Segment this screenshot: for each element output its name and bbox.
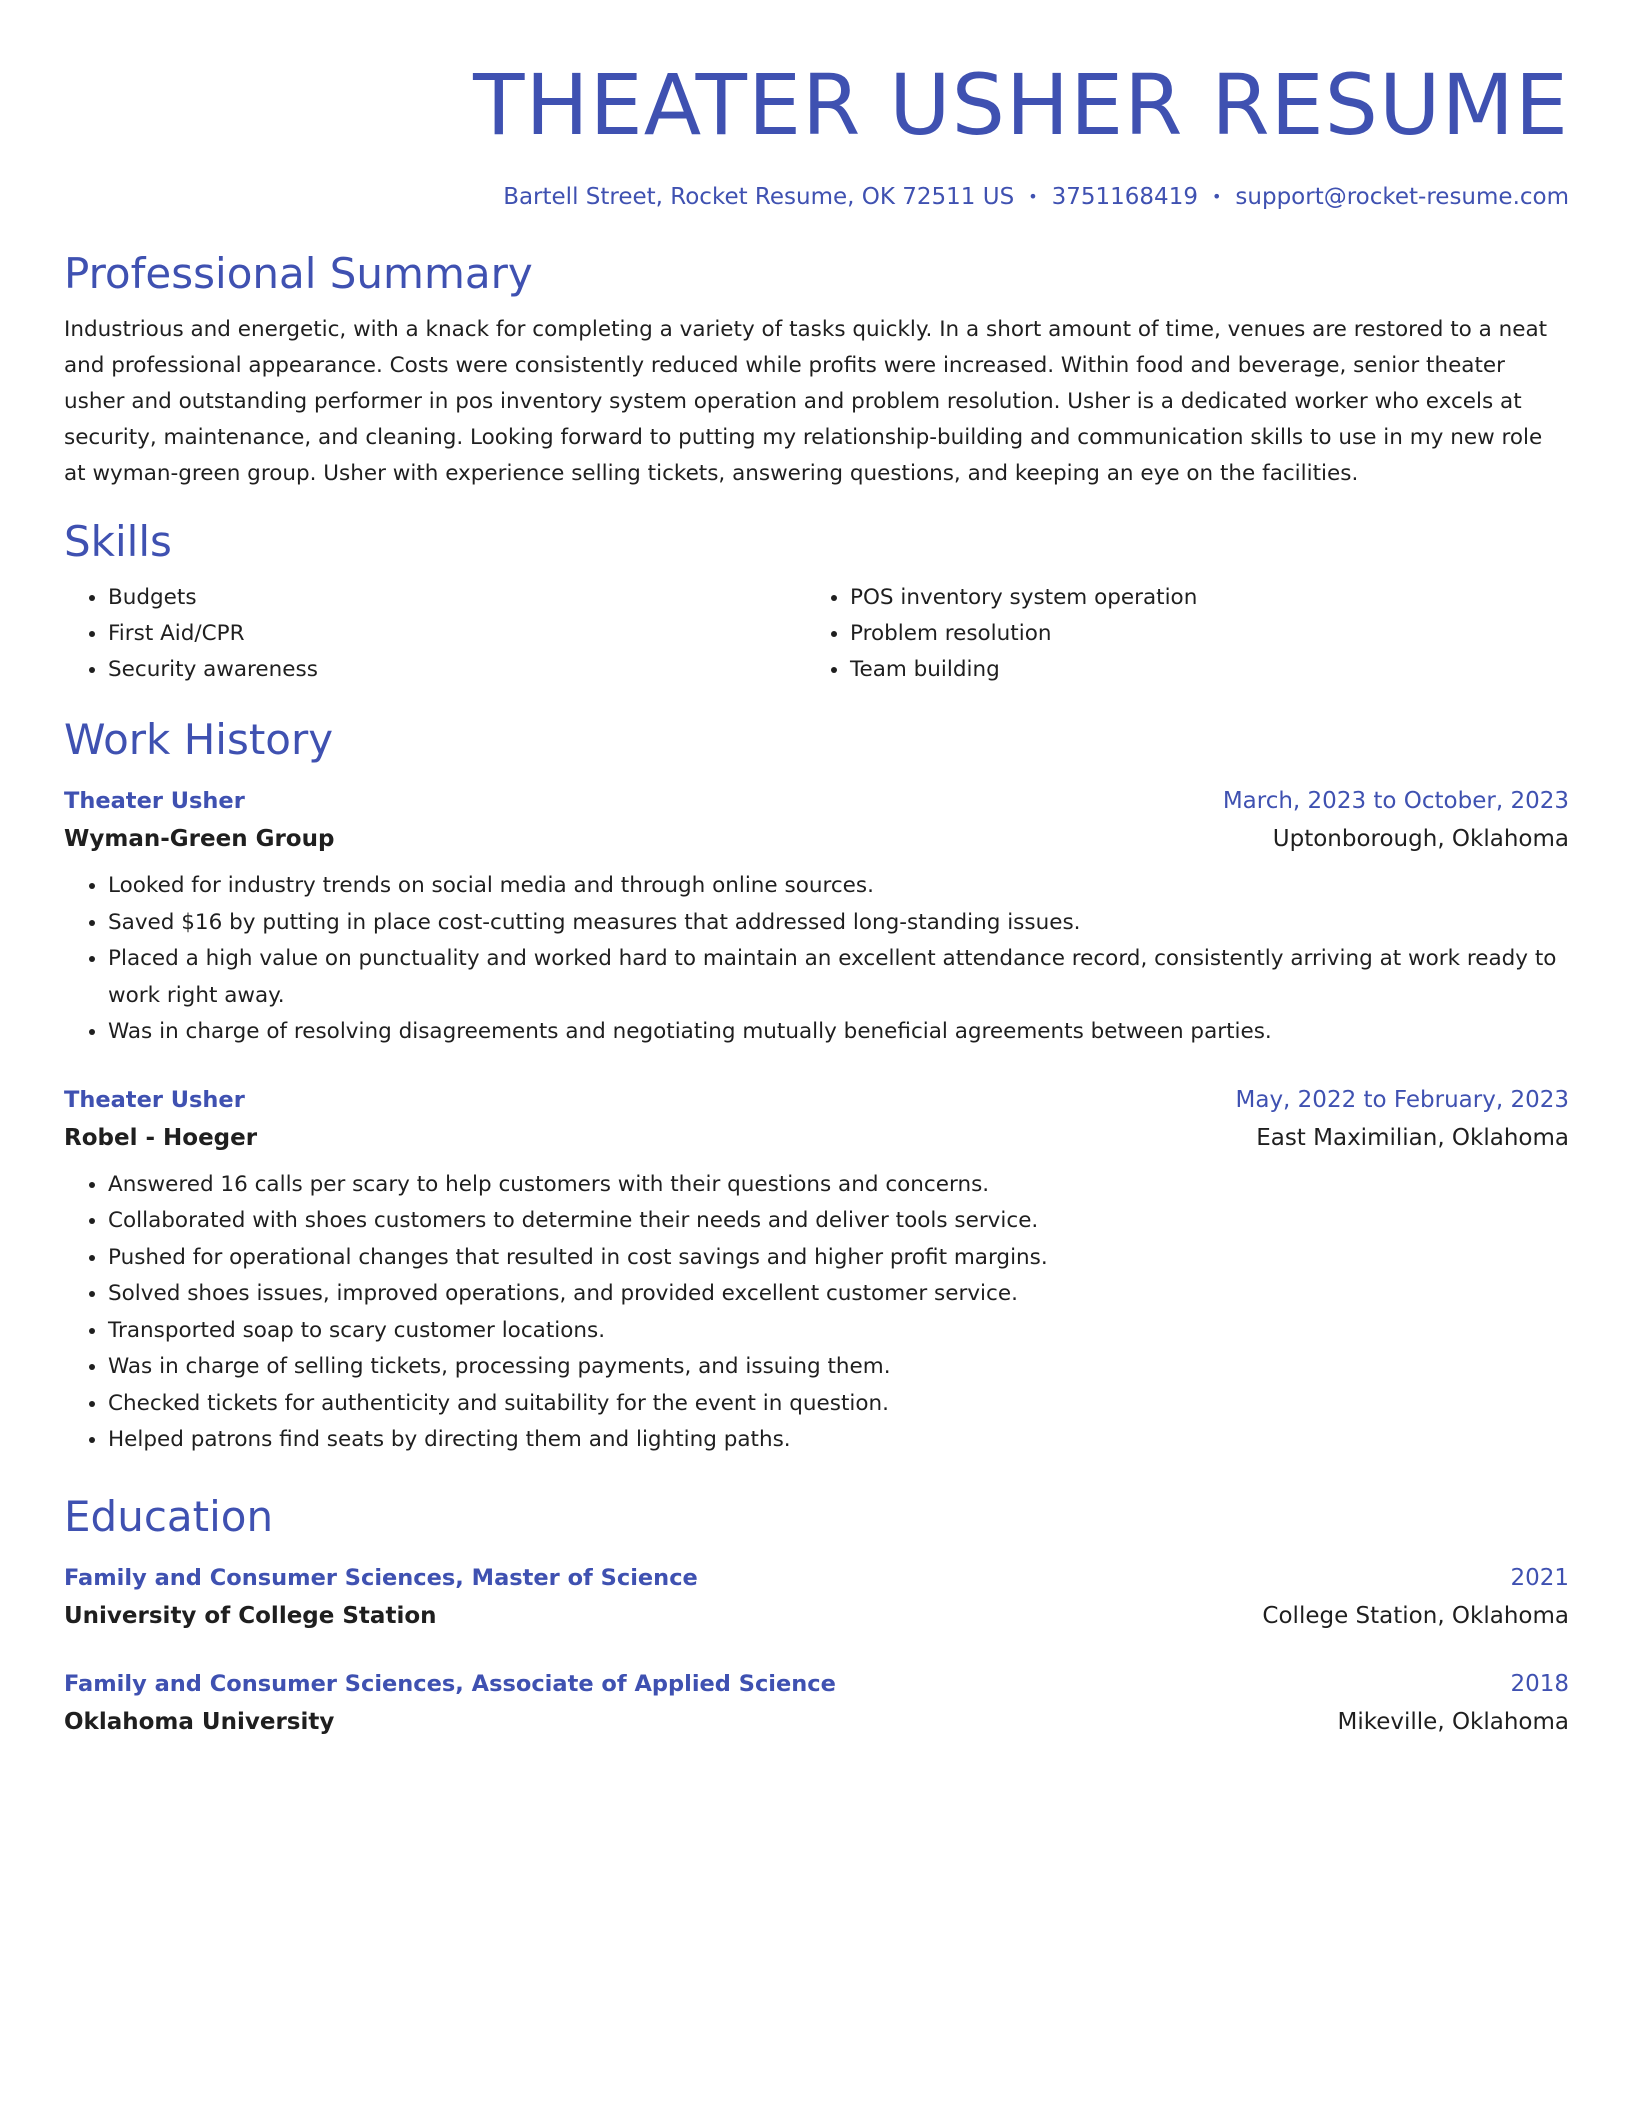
job-bullet: • Was in charge of selling tickets, processing payments, and issuing them.	[108, 1349, 1569, 1386]
school-name: Oklahoma University	[64, 1708, 335, 1735]
job-bullet: • Transported soap to scary customer locations.	[108, 1313, 1569, 1350]
job-bullet: • Pushed for operational changes that resulted in cost savings and higher profit margins.	[108, 1240, 1569, 1277]
job-bullet: • Answered 16 calls per scary to help customers with their questions and concerns.	[108, 1167, 1569, 1204]
contact-line	[64, 182, 1569, 212]
bullet-separator: •	[1028, 187, 1038, 206]
job-bullet: • Helped patrons find seats by directing them and lighting paths.	[108, 1422, 1569, 1459]
skills-column-right	[806, 580, 1550, 688]
job-location: East Maximilian, Oklahoma	[1256, 1124, 1569, 1151]
job-bullet: • Saved $16 by putting in place cost-cutting measures that addressed long-standing issues.	[108, 905, 1569, 942]
degree-title: Family and Consumer Sciences, Master of Science	[64, 1564, 698, 1591]
school-location: College Station, Oklahoma	[1262, 1602, 1569, 1629]
job-bullets	[64, 1167, 1569, 1459]
skill-item: • POS inventory system operation	[850, 580, 1550, 616]
phone-text: 3751168419	[1051, 184, 1198, 210]
school-name: University of College Station	[64, 1602, 437, 1629]
school-location: Mikeville, Oklahoma	[1337, 1708, 1569, 1735]
degree-title: Family and Consumer Sciences, Associate of Applied Science	[64, 1670, 836, 1697]
job-bullet: • Checked tickets for authenticity and suitability for the event in question.	[108, 1386, 1569, 1423]
skills-column-left	[64, 580, 806, 688]
graduation-year: 2021	[1510, 1564, 1569, 1591]
education-entry	[64, 1665, 1569, 1741]
summary-heading: Professional Summary	[64, 249, 533, 298]
job-bullet: • Solved shoes issues, improved operations, and provided excellent customer service.	[108, 1276, 1569, 1313]
skills-list	[64, 580, 1569, 688]
graduation-year: 2018	[1510, 1670, 1569, 1697]
job-bullet: • Was in charge of resolving disagreements and negotiating mutually beneficial agreements between parties.	[108, 1014, 1569, 1051]
job-location: Uptonborough, Oklahoma	[1272, 826, 1569, 852]
company-name: Wyman-Green Group	[64, 826, 335, 852]
job-dates: March, 2023 to October, 2023	[1222, 788, 1569, 814]
skill-item: • Team building	[850, 652, 1550, 688]
job-bullets	[64, 868, 1569, 1051]
job-dates: May, 2022 to February, 2023	[1235, 1086, 1569, 1113]
job-entry	[64, 1081, 1569, 1459]
skill-item: • Problem resolution	[850, 616, 1550, 652]
resume-title: THEATER USHER RESUME	[473, 56, 1569, 154]
skill-item: • Budgets	[108, 580, 806, 616]
resume-page	[64, 48, 1569, 1741]
skill-item: • Security awareness	[108, 652, 806, 688]
job-title: Theater Usher	[64, 1086, 245, 1113]
job-title: Theater Usher	[64, 788, 245, 814]
company-name: Robel - Hoeger	[64, 1124, 258, 1151]
job-bullet: • Looked for industry trends on social media and through online sources.	[108, 868, 1569, 905]
skill-item: • First Aid/CPR	[108, 616, 806, 652]
bullet-separator: •	[1211, 187, 1222, 206]
job-bullet: • Placed a high value on punctuality and worked hard to maintain an excellent attendance record, consistently arriving at work ready to work right away.	[108, 941, 1569, 1014]
education-heading: Education	[64, 1491, 274, 1541]
education-entry	[64, 1559, 1569, 1635]
summary-text: Industrious and energetic, with a knack for completing a variety of tasks quickly. In a short amount of time, venues are restored to a neat and professional appearance. Costs were consistently reduced while profits were increased. Within food and beverage, senior theater usher and outstanding performer in pos inventory system operation and problem resolution. Usher is a dedicated worker who excels at security, maintenance, and cleaning. Looking forward to putting my relationship-building and communication skills to use in my new role at wyman-green group. Usher with experience selling tickets, answering questions, and keeping an eye on the facilities.	[64, 317, 1548, 486]
work-history-heading: Work History	[64, 715, 334, 764]
skills-heading: Skills	[64, 517, 172, 566]
job-bullet: • Collaborated with shoes customers to determine their needs and deliver tools service.	[108, 1203, 1569, 1240]
email-link[interactable]: support@rocket-resume.com	[1235, 184, 1569, 210]
job-entry	[64, 782, 1569, 1051]
address-text: Bartell Street, Rocket Resume, OK 72511 US	[503, 184, 1015, 210]
